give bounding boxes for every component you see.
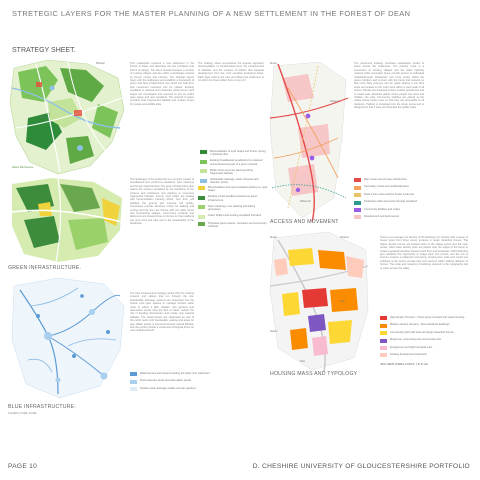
legend-swatch	[380, 346, 387, 350]
green-legend	[198, 186, 268, 231]
legend-item	[380, 316, 476, 320]
housing-mass-map	[268, 230, 372, 374]
legend-swatch	[200, 160, 207, 164]
legend-item	[380, 338, 476, 342]
legend-swatch	[354, 215, 361, 219]
green-heading: GREEN INFRASTRUCTURE.	[8, 265, 82, 271]
green-infrastructure-map	[8, 176, 126, 264]
legend-text: Existing broadleaved woodland to be retained and enhanced as part of a green network	[210, 159, 263, 166]
legend-item	[198, 205, 268, 211]
legend-item	[198, 214, 268, 218]
legend-text: Main routes and primary vehicle links	[364, 178, 407, 181]
housing-heading: HOUSING MASS AND TYPOLOGY	[270, 371, 358, 377]
map-label-cafe: Cafe	[340, 300, 346, 303]
legend-text: Proposed green spaces, recreation and community orchards	[208, 221, 267, 228]
legend-swatch	[380, 316, 387, 320]
legend-item	[354, 215, 464, 219]
legend-swatch	[130, 372, 137, 376]
legend-swatch	[130, 387, 137, 391]
map-label-whitecroft: Whitecroft	[300, 200, 311, 203]
legend-text: Employment and light industrial units	[390, 345, 433, 349]
blue-legend	[130, 372, 262, 394]
strategy-legend	[200, 150, 266, 188]
legend-item	[198, 195, 268, 201]
blue-infrastructure-map	[8, 276, 128, 402]
legend-swatch	[198, 205, 205, 209]
legend-text: Pedestrian trails and routes through woodland	[364, 200, 417, 204]
strategy-map	[8, 58, 126, 178]
access-legend	[354, 178, 464, 222]
map-label-reserve: Nature Pile Reserve	[12, 166, 34, 169]
strategy-text-a: This masterplan explores a new settlement in the Forest of Dean and describes the key principles that inform its design. The site is located between a number of existing villages and lies within a landscape scarred by former mining and industry. The strategic layers begin with the landscape and establish a framework of green and blue infrastructure into which the built form and movement networks can be placed. Existing woodland is retained and enhanced, while former spoil heaps are remediated and returned to use as public open space and new woodland. The network of green corridors links fragmented habitats and creates routes for people and wildlife alike.	[130, 62, 194, 106]
strategy-text-b: The strategy sheet summarises the layered approach: bioremediation of contaminated land, the enhancement of habitats, and the creation of buffers that separate development from the most sensitive ecological areas. Each layer informs the next and allows the settlement to sit within the forest rather than on top of it.	[198, 62, 264, 83]
legend-item	[200, 169, 266, 175]
legend-item	[380, 346, 476, 350]
legend-swatch	[354, 186, 361, 190]
legend-text: Watercourses and streams feeding the wider river catchment	[140, 372, 210, 375]
legend-text: Medium density Housing - Semi detached dwellings	[390, 323, 450, 327]
legend-item	[354, 200, 464, 204]
map-label-forest: Forest	[40, 116, 47, 119]
legend-swatch	[380, 353, 387, 357]
legend-text: Bioremediation of spoil heaps and former mining / industrial sites	[210, 150, 266, 157]
legend-swatch	[354, 178, 361, 182]
legend-swatch	[354, 208, 361, 212]
housing-text: There is an average net density of 35 dwellings per hectare with a range of house types from three storey terraces to larger detached homes. The higher density homes are located close to the village centre and the main routes, while lower density plots are placed near the edges of the forest to create a gradual transition between built form and landscape. Self build plots give residents the opportunity to shape their own homes, and the mix of tenures ensures a balanced community. Employment units and mixed use buildings at the centre provide jobs and services within walking distance of homes. The scale and massing of buildings respond to the topography and to views across the valley.	[380, 236, 468, 270]
map-label-station: Station	[270, 330, 278, 333]
legend-item	[130, 372, 262, 376]
legend-item	[380, 353, 476, 357]
legend-text: Rural cycle routes and the Forest cycle trail	[364, 192, 414, 196]
map-label-bream: Bream	[270, 236, 278, 239]
legend-item	[200, 159, 266, 165]
blue-heading: BLUE INFRASTRUCTURE.	[8, 404, 76, 410]
legend-text: Surface water drainage swales and rain gardens	[140, 386, 196, 390]
legend-swatch	[200, 179, 207, 183]
map-label-pillowell: Pillowell	[96, 62, 105, 65]
legend-text: Existing development (retained)	[390, 352, 427, 356]
strategy-heading: STRATEGY SHEET.	[12, 47, 76, 54]
legend-text: High density Terraces - Three storey terraced and mews housing	[390, 316, 465, 319]
legend-item	[354, 185, 464, 189]
legend-text: Sustainable drainage, water channels and retention ponds	[210, 178, 259, 185]
legend-text: Development and land parcels	[364, 214, 400, 218]
legend-item	[380, 323, 476, 327]
page-title: STRETEGIC LAYERS FOR THE MASTER PLANNING OF A NEW SETTLEMENT IN THE FOREST OF DEAN	[12, 9, 411, 18]
blue-subcaption: 1:10,000 | 1:5,000, 1:2,500	[8, 412, 37, 415]
legend-swatch	[198, 222, 205, 226]
legend-swatch	[380, 339, 387, 343]
legend-swatch	[198, 186, 205, 190]
legend-swatch	[354, 201, 361, 205]
legend-item	[354, 193, 464, 197]
housing-totals: 460 NEW DWELLINGS | 8.8 HA	[380, 362, 429, 366]
legend-text: Green buffers and existing woodland corridors	[208, 214, 262, 218]
portfolio-credit: D. CHESHIRE UNIVERSITY OF GLOUCESTERSHIRE PORTFOLIO	[252, 463, 470, 470]
green-text: The landscape of the settlement is a complex mosaic of broadleaved and coniferous woodland, open clearings and former industrial land. The green infrastructure plan retains the existing woodland as the backbone of the scheme and introduces new planting to reconnect fragmented habitats. Former spoil heaps are treated with bioremediation planting which, over time, will stabilise the ground and improve soil quality. Greenways provide attractive routes for walking and cycling and link the new homes with the wider forest and surrounding villages. Community orchards and allotments are located close to homes so that residents can grow food and take part in the stewardship of the landscape.	[130, 178, 194, 226]
housing-legend	[380, 316, 476, 360]
legend-swatch	[198, 215, 205, 219]
access-heading: ACCESS AND MOVEMENT	[270, 219, 339, 225]
legend-text: Open Clearings, new planting and linking greenways	[208, 204, 256, 212]
legend-text: Mixed use, community and commercial units	[390, 338, 442, 342]
map-label-bream: Bream	[270, 62, 278, 65]
legend-text: Existing mixed woodland retained as green infrastructure	[208, 195, 258, 202]
legend-swatch	[130, 380, 137, 384]
legend-item	[200, 150, 266, 156]
legend-item	[354, 208, 464, 212]
page-number: PAGE 10	[8, 463, 38, 470]
legend-text: Secondary routes and residential lanes	[364, 185, 409, 189]
legend-swatch	[380, 324, 387, 328]
map-label-park: Park	[300, 360, 305, 363]
legend-item	[130, 387, 262, 391]
map-label-parkend: Parkend	[340, 236, 349, 239]
map-label-parkend: Parkend	[330, 100, 339, 103]
legend-text: Flood retention areas and attenuation ponds	[140, 379, 191, 383]
legend-item	[354, 178, 464, 182]
legend-text: Bioremediation and new woodland planting on spoil heaps	[208, 186, 268, 193]
access-text: The movement strategy prioritises sustainable modes of travel across the settlement. The primary route is a connection to existing villages and the wider highway network while secondary lanes provide access to individual neighbourhoods. Pedestrian and cycle routes follow the green corridors and connect with the forest trail network so that most daily journeys can be made without a car. Bus stops are located on the main route within a short walk of all homes. Streets are designed to keep vehicle speeds low and to create safe, attractive places where people can meet and children can play. Community facilities are placed at the nodes where routes meet so that they are accessible to all residents. Parking is integrated into the street scene and is designed so that it does not dominate the public realm.	[354, 62, 424, 110]
blue-text: The blue infrastructure strategy works with the existing streams and valleys that run through the site. Sustainable drainage systems are integrated into the streets and open spaces to manage surface water close to where it falls. Swales, rain gardens and attenuation ponds slow the flow of water, reduce the risk of flooding downstream and create new wetland habitats. The watercourses are celebrated as part of the public realm with boardwalks, seating and areas for play. Water quality is improved through natural filtration and the ponds provide a visual and ecological focus for new neighbourhoods.	[130, 292, 194, 333]
legend-swatch	[198, 196, 205, 200]
legend-swatch	[200, 150, 207, 154]
legend-text: Buffer zones and new planting linking fragmented habitats	[210, 168, 253, 176]
legend-item	[198, 186, 268, 192]
legend-item	[380, 331, 476, 335]
legend-swatch	[380, 331, 387, 335]
legend-item	[130, 379, 262, 383]
legend-item	[200, 178, 266, 184]
legend-item	[198, 222, 268, 228]
legend-text: Community facilities and nodes	[364, 207, 400, 211]
legend-text: Low density Self build plots and larger detached homes	[390, 330, 454, 334]
legend-swatch	[200, 169, 207, 173]
legend-swatch	[354, 193, 361, 197]
